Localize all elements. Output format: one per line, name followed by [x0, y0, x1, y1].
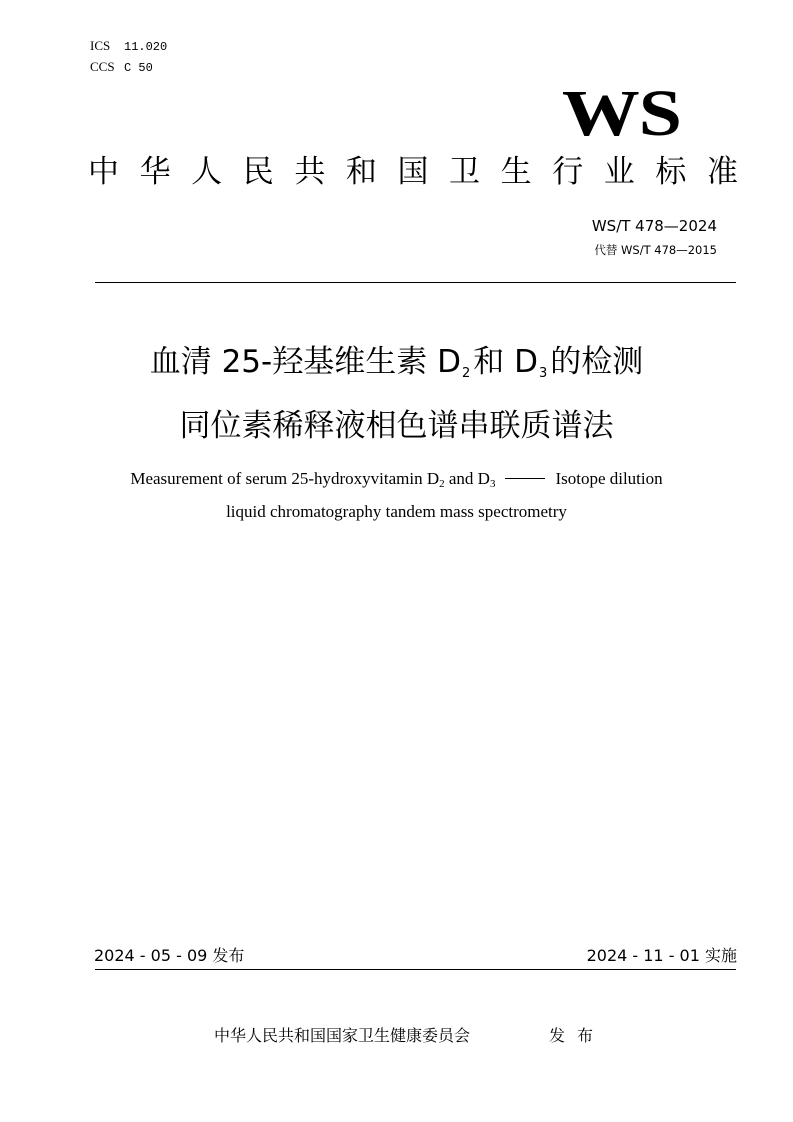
standard-category-title: [88, 152, 738, 192]
subscript: 2: [439, 478, 445, 490]
chinese-title-line-2: 同位素稀释液相色谱串联质谱法: [179, 408, 614, 444]
em-dash-separator: [505, 478, 545, 479]
ccs-code: [90, 60, 153, 75]
subscript: 3: [538, 366, 548, 381]
category-char: 人: [191, 154, 223, 190]
publish-date: 2024 - 05 - 09 发布: [94, 946, 245, 965]
ics-code: [90, 39, 167, 54]
category-char: 行: [552, 154, 584, 190]
category-char: 民: [242, 154, 274, 190]
title-text: 的检测: [550, 344, 644, 380]
english-title-line-2: liquid chromatography tandem mass spectrometry: [226, 502, 567, 521]
issuing-authority: 中华人民共和国国家卫生健康委员会: [214, 1026, 471, 1045]
category-char: 和: [345, 154, 377, 190]
ccs-label: CCS: [90, 59, 115, 74]
issue-label: 发布: [549, 1026, 606, 1045]
ccs-value: C 50: [124, 61, 153, 75]
title-text: and D: [444, 469, 490, 488]
chinese-title-line-1: [0, 336, 793, 400]
ics-label: ICS: [90, 38, 111, 53]
subscript: 2: [461, 366, 471, 381]
category-char: 生: [500, 154, 532, 190]
ics-value: 11.020: [124, 40, 168, 54]
category-char: 中: [88, 154, 119, 190]
category-char: 准: [706, 154, 738, 190]
chinese-title: [0, 336, 793, 452]
title-text: 血清 25-羟基维生素 D: [149, 344, 461, 380]
category-char: 业: [603, 154, 635, 190]
standard-code: WS/T 478—2024: [591, 217, 717, 235]
replaces-standard: 代替 WS/T 478—2015: [594, 243, 717, 257]
implementation-date: 2024 - 11 - 01 实施: [586, 946, 737, 965]
category-char: 共: [294, 154, 326, 190]
title-text: Measurement of serum 25-hydroxyvitamin D: [130, 469, 440, 488]
english-title-line-1: [0, 465, 793, 498]
subscript: 3: [489, 478, 496, 490]
category-char: 卫: [449, 154, 481, 190]
category-char: 国: [397, 154, 429, 190]
category-char: 标: [655, 154, 687, 190]
category-char: 华: [139, 154, 171, 190]
footer-divider: [95, 969, 736, 970]
ws-logo: WS: [562, 77, 681, 150]
english-title: [0, 465, 793, 525]
title-text: 和 D: [473, 344, 538, 380]
title-text: Isotope dilution: [555, 469, 663, 488]
header-divider: [95, 282, 736, 283]
